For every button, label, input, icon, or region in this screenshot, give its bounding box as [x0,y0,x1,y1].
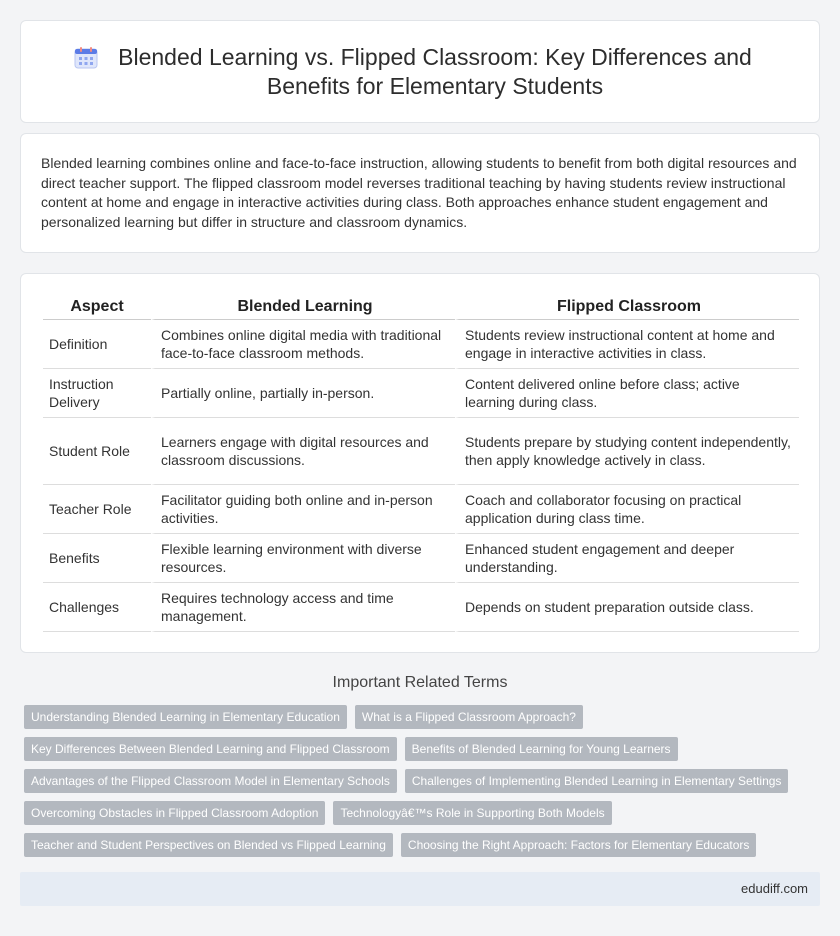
related-term-tag[interactable]: Challenges of Implementing Blended Learning in Elementary Settings [405,769,789,793]
table-row [43,369,799,418]
related-term-tag[interactable]: Teacher and Student Perspectives on Blended vs Flipped Learning [24,833,393,857]
related-term-tag[interactable]: Technologyâ€™s Role in Supporting Both Models [333,801,611,825]
blended-cell: Facilitator guiding both online and in-person activities. [151,485,455,534]
blended-cell: Combines online digital media with traditional face-to-face classroom methods. [151,320,455,369]
intro-paragraph: Blended learning combines online and face-to-face instruction, allowing students to benefit from both digital resources and direct teacher support. The flipped classroom model reverses traditional teaching by having students review instructional content at home and engage in interactive activities during class. Both approaches enhance student engagement and personalized learning but differ in structure and classroom dynamics. [41,155,797,230]
footer [20,872,820,906]
flipped-cell: Students review instructional content at home and engage in interactive activities in class. [455,320,799,369]
flipped-cell: Enhanced student engagement and deeper understanding. [455,534,799,583]
table-row [43,320,799,369]
blended-cell: Partially online, partially in-person. [151,369,455,418]
site-name[interactable]: edudiff.com [741,881,808,896]
flipped-cell: Coach and collaborator focusing on practical application during class time. [455,485,799,534]
tag-row [24,801,820,825]
tag-row [24,769,820,793]
table-row [43,418,799,485]
flipped-cell: Content delivered online before class; active learning during class. [455,369,799,418]
tag-row [24,737,820,761]
related-term-tag[interactable]: Understanding Blended Learning in Elementary Education [24,705,347,729]
table-header-row [43,296,799,320]
intro-card [20,133,820,253]
aspect-cell: Student Role [43,418,151,485]
column-header-blended: Blended Learning [151,296,455,320]
aspect-cell: Definition [43,320,151,369]
table-row [43,485,799,534]
aspect-cell: Teacher Role [43,485,151,534]
related-term-tag[interactable]: Advantages of the Flipped Classroom Model in Elementary Schools [24,769,397,793]
aspect-cell: Challenges [43,583,151,632]
related-terms-section [20,673,820,865]
related-terms-heading: Important Related Terms [332,674,508,691]
related-term-tag[interactable]: What is a Flipped Classroom Approach? [355,705,583,729]
table-row [43,583,799,632]
aspect-cell: Instruction Delivery [43,369,151,418]
flipped-cell: Students prepare by studying content independently, then apply knowledge actively in class. [455,418,799,485]
column-header-aspect: Aspect [43,296,151,320]
column-header-flipped: Flipped Classroom [455,296,799,320]
tag-row [24,833,820,857]
related-term-tag[interactable]: Benefits of Blended Learning for Young Learners [405,737,678,761]
page-title: Blended Learning vs. Flipped Classroom: Key Differences and Benefits for Elementary Students [118,44,752,99]
blended-cell: Learners engage with digital resources and classroom discussions. [151,418,455,485]
aspect-cell: Benefits [43,534,151,583]
blended-cell: Flexible learning environment with diverse resources. [151,534,455,583]
related-term-tag[interactable]: Overcoming Obstacles in Flipped Classroom Adoption [24,801,325,825]
header-card [20,20,820,123]
related-term-tag[interactable]: Key Differences Between Blended Learning and Flipped Classroom [24,737,397,761]
related-term-tag[interactable]: Choosing the Right Approach: Factors for Elementary Educators [401,833,757,857]
tag-row [24,705,820,729]
comparison-card [20,273,820,653]
flipped-cell: Depends on student preparation outside class. [455,583,799,632]
comparison-table [43,296,799,632]
blended-cell: Requires technology access and time management. [151,583,455,632]
table-row [43,534,799,583]
